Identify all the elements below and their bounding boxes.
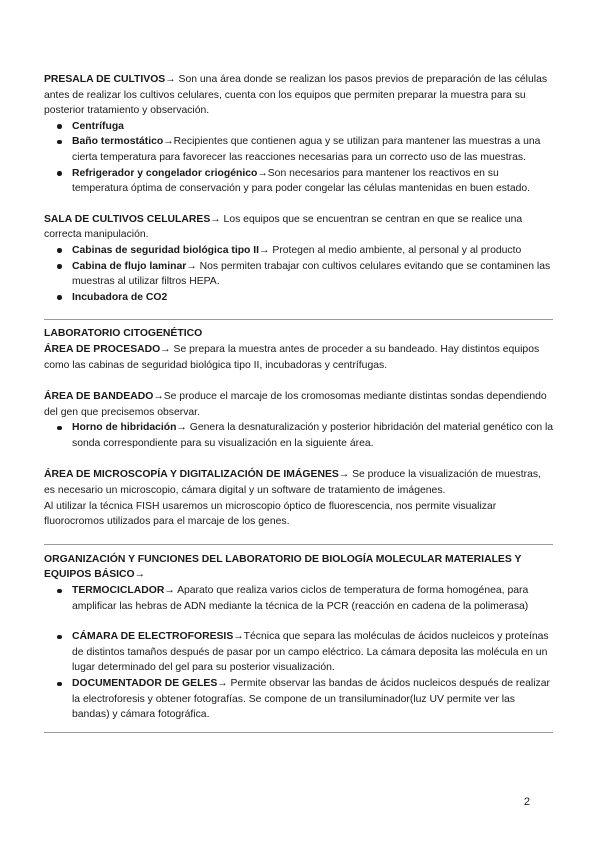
list-item	[72, 243, 554, 259]
microscopia-title: ÁREA DE MICROSCOPÍA Y DIGITALIZACIÓN DE IMÁGENES	[44, 469, 339, 481]
presala-list	[44, 119, 554, 197]
item-desc: → Aparato que realiza varios ciclos de temperatura de forma homogénea, para amplificar las hebras de ADN mediante la técnica de la PCR (reacción en cadena de la polimerasa)	[72, 585, 529, 612]
list-item	[72, 290, 554, 306]
presala-paragraph	[44, 72, 554, 119]
item-term: Incubadora de CO2	[72, 291, 168, 303]
item-term: Refrigerador y congelador criogénico	[72, 167, 258, 179]
bandeado-paragraph	[44, 389, 554, 420]
item-term: Centrífuga	[72, 120, 124, 132]
sala-list	[44, 243, 554, 305]
item-desc: →Recipientes que contienen agua y se utilizan para mantener las muestras a una cierta temperatura para favorecer las reacciones necesarias para un correcto uso de las muestras.	[72, 136, 541, 163]
molecular-title: ORGANIZACIÓN Y FUNCIONES DEL LABORATORIO DE BIOLOGÍA MOLECULAR MATERIALES Y EQUIPOS BÁSICO	[44, 553, 522, 581]
molecular-heading	[44, 552, 554, 583]
item-desc: → Permite observar las bandas de ácidos nucleicos después de realizar la electroforesis y obtener fotografías. Se compone de un transiluminador(luz UV permite ver las bandas) y cámara fotográfica.	[72, 678, 550, 721]
sala-title: SALA DE CULTIVOS CELULARES	[44, 213, 211, 225]
bandeado-list	[44, 420, 554, 451]
list-item	[72, 166, 554, 197]
microscopia-paragraph	[44, 467, 554, 498]
item-desc: → Genera la desnaturalización y posterior hibridación del material genético con la sonda correspondiente para su visualización en la siguiente área.	[72, 422, 554, 449]
item-desc: →Técnica que separa las moléculas de ácidos nucleicos y proteínas de distintos tamaños después de pasar por un campo eléctrico. La cámara deposita las molécula en un lugar determinado del gel para su posterior visualización.	[72, 631, 549, 674]
bandeado-title: ÁREA DE BANDEADO	[44, 391, 154, 403]
microscopia-text: → Se produce la visualización de muestras, es necesario un microscopio, cámara digital y un software de tratamiento de imágenes.	[44, 469, 541, 497]
item-term: TERMOCICLADOR	[72, 585, 165, 597]
procesado-title: ÁREA DE PROCESADO	[44, 343, 161, 355]
item-term: CÁMARA DE ELECTROFORESIS	[72, 631, 234, 643]
item-term: Cabina de flujo laminar	[72, 260, 187, 272]
page-number: 2	[523, 796, 530, 808]
list-item	[72, 119, 554, 135]
presala-text: → Son una área donde se realizan los pasos previos de preparación de las células antes de realizar los cultivos celulares, cuenta con los equipos que permiten preparar la muestra para su posterior tratamiento y observación.	[44, 74, 548, 117]
sala-paragraph	[44, 212, 554, 243]
list-item	[72, 134, 554, 165]
item-term: Baño termostático	[72, 136, 164, 148]
microscopia-paragraph-2: Al utilizar la técnica FISH usaremos un microscopio óptico de fluorescencia, nos permite visualizar fluorocromos utilizados para el marcaje de los genes.	[44, 500, 497, 528]
molecular-arrow: →	[134, 569, 146, 581]
list-item	[72, 629, 554, 676]
molecular-list	[44, 583, 554, 723]
list-item	[72, 676, 554, 723]
presala-title: PRESALA DE CULTIVOS	[44, 74, 166, 85]
list-item	[72, 259, 554, 290]
item-desc: →Son necesarios para mantener los reactivos en su temperatura óptima de conservación y para poder congelar las células mantenidas en buen estado.	[72, 167, 531, 195]
list-item	[72, 583, 554, 614]
item-desc: → Protegen al medio ambiente, al personal y al producto	[259, 244, 522, 256]
item-term: Horno de hibridación	[72, 422, 177, 434]
sala-text: → Los equipos que se encuentran se centran en que se realice una correcta manipulación.	[44, 213, 523, 241]
procesado-text: → Se prepara la muestra antes de proceder a su bandeado. Hay distintos equipos como las cabinas de seguridad biológica tipo II, incubadoras y centrífugas.	[44, 343, 540, 371]
item-desc: → Nos permiten trabajar con cultivos celulares evitando que se contaminen las muestras al utilizar filtros HEPA.	[72, 260, 551, 288]
bandeado-text: →Se produce el marcaje de los cromosomas mediante distintas sondas dependiendo del gen que precisemos observar.	[44, 391, 547, 418]
list-item	[72, 420, 554, 451]
item-term: DOCUMENTADOR DE GELES	[72, 678, 218, 689]
citogenetico-title: LABORATORIO CITOGENÉTICO	[44, 328, 203, 340]
section-divider	[44, 732, 553, 733]
item-term: Cabinas de seguridad biológica tipo II	[72, 244, 260, 256]
procesado-paragraph	[44, 342, 554, 373]
